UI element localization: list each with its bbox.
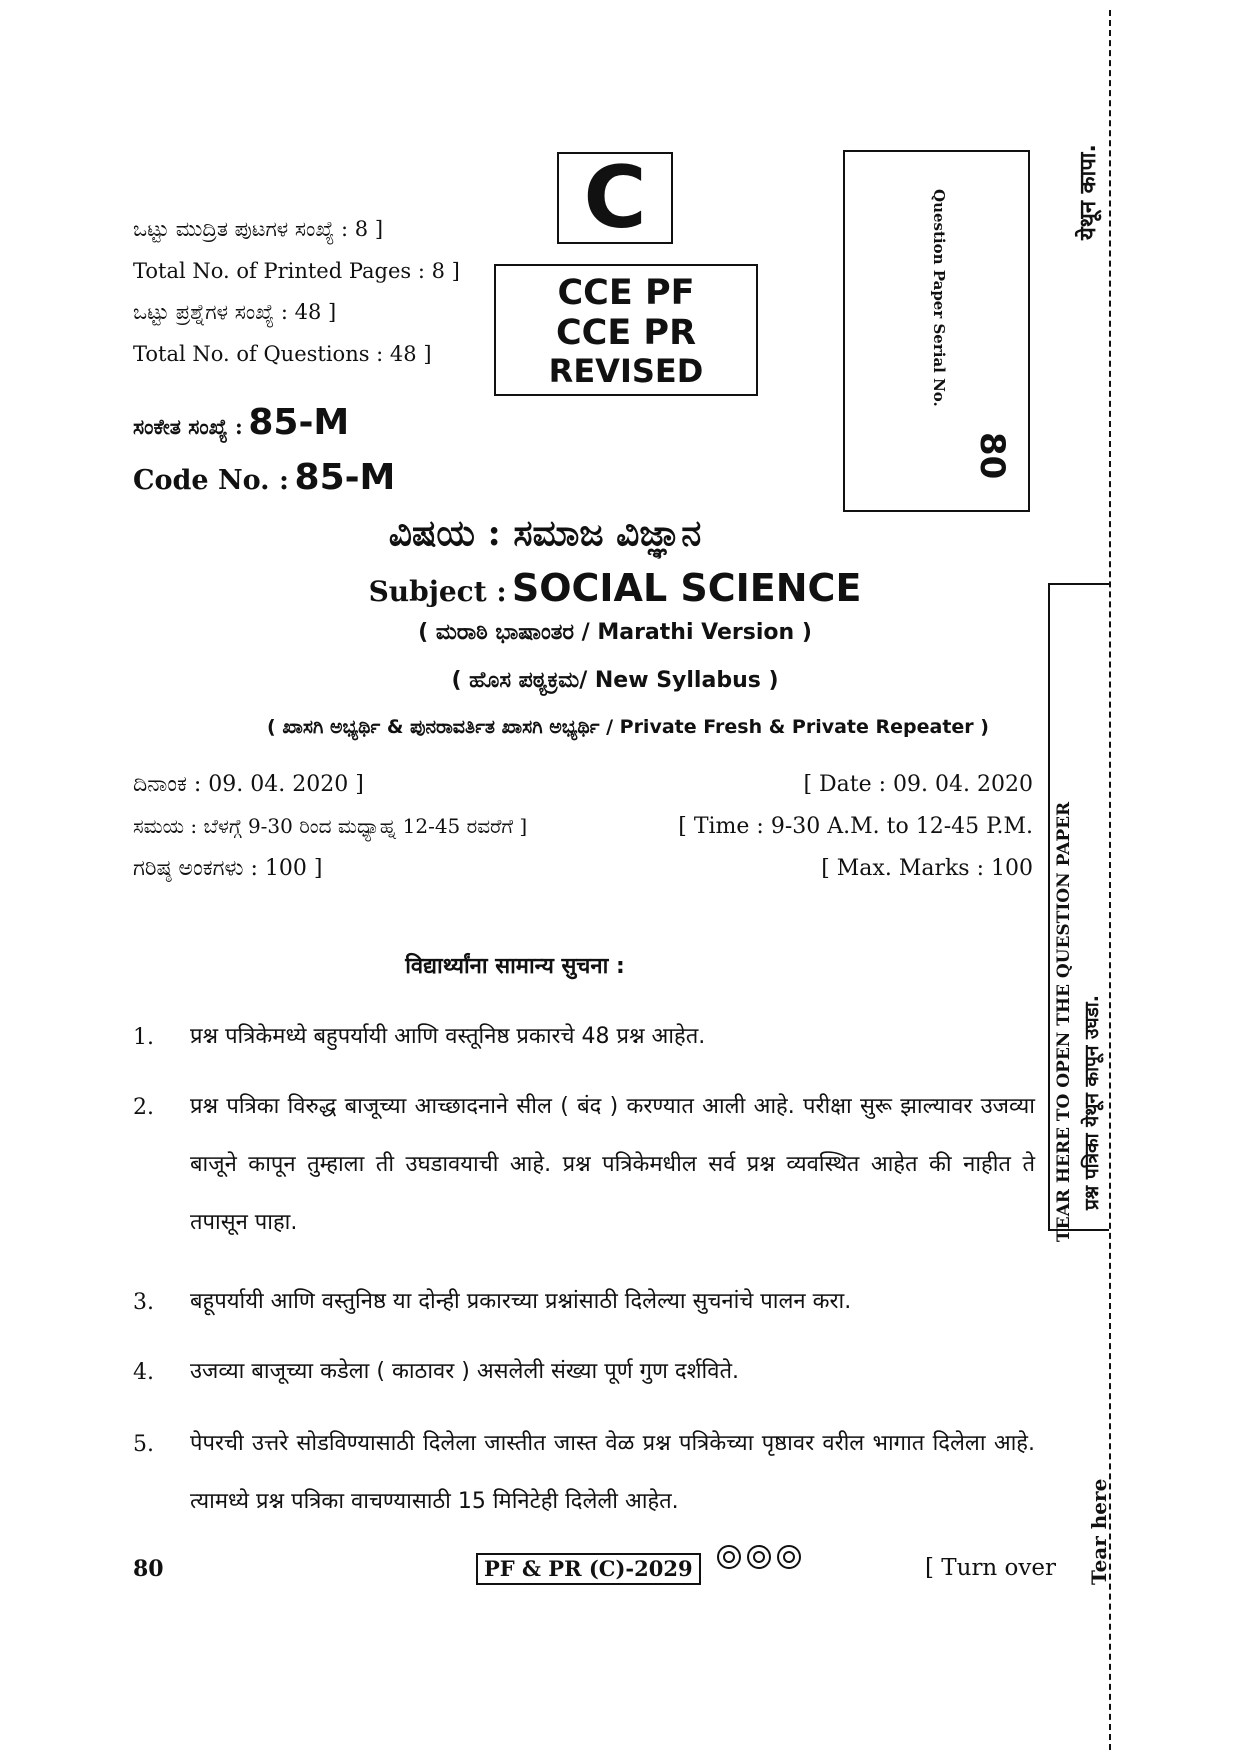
code-label-english: Code No. :: [133, 465, 289, 496]
circle-marks: [717, 1545, 801, 1569]
time-english: [ Time : 9-30 A.M. to 12-45 P.M.: [678, 814, 1033, 839]
circle-mark-icon: [777, 1545, 801, 1569]
instructions-heading: विद्यार्थ्यांना सामान्य सुचना :: [405, 954, 625, 979]
syllabus-line: ( ಹೊಸ ಪಠ್ಯಕ್ರಮ/ New Syllabus ): [451, 668, 779, 693]
circle-mark-icon: [717, 1545, 741, 1569]
tear-instruction-marathi: प्रश्न पत्रिका येथून कापून उघडा.: [1081, 995, 1103, 1210]
code-label-kannada: ಸಂಕೇತ ಸಂಖ್ಯೆ :: [133, 414, 243, 439]
exam-type-line-2: CCE PR: [555, 313, 697, 353]
subject-title: [165, 566, 1065, 610]
instruction-number: 4.: [133, 1360, 154, 1385]
date-kannada: ದಿನಾಂಕ : 09. 04. 2020 ]: [133, 772, 364, 797]
subject-value: SOCIAL SCIENCE: [511, 566, 862, 610]
instruction-text: पेपरची उत्तरे सोडविण्यासाठी दिलेला जास्तीत जास्त वेळ प्रश्न पत्रिकेच्या पृष्ठावर वरील भागात दिलेला आहे. त्यामध्ये प्रश्न पत्रिका वाचण्यासाठी 15 मिनिटेही दिलेली आहेत.: [190, 1431, 1035, 1514]
circle-mark-icon: [747, 1545, 771, 1569]
printed-pages-kannada: ಒಟ್ಟು ಮುದ್ರಿತ ಪುಟಗಳ ಸಂಖ್ಯೆ : 8 ]: [133, 217, 384, 241]
exam-type-box: [494, 264, 758, 396]
max-marks-kannada: ಗರಿಷ್ಠ ಅಂಕಗಳು : 100 ]: [133, 856, 323, 881]
subject-label: Subject :: [368, 575, 507, 608]
version-line: ( ಮರಾಠಿ ಭಾಷಾಂತರ / Marathi Version ): [418, 620, 812, 645]
date-english: [ Date : 09. 04. 2020: [803, 772, 1033, 797]
instruction-text: उजव्या बाजूच्या कडेला ( काठावर ) असलेली संख्या पूर्ण गुण दर्शविते.: [190, 1359, 740, 1384]
cut-here-label: येथून कापा.: [1076, 144, 1101, 240]
version-letter-box: C: [557, 152, 673, 244]
serial-number-label: Question Paper Serial No.: [930, 189, 948, 407]
exam-type-line-1: CCE PF: [557, 273, 695, 313]
instruction-number: 5.: [133, 1432, 154, 1457]
code-value-english: 85-M: [294, 457, 396, 498]
candidate-line: ( ಖಾಸಗಿ ಅಭ್ಯರ್ಥಿ & ಪುನರಾವರ್ತಿತ ಖಾಸಗಿ ಅಭ್ಯರ್ಥಿ / Private Fresh & Private Repeater ): [267, 716, 989, 738]
subject-kannada: ವಿಷಯ : ಸಮಾಜ ವಿಜ್ಞಾನ: [388, 512, 702, 554]
instruction-number: 1.: [133, 1025, 154, 1050]
instruction-text: प्रश्न पत्रिका विरुद्ध बाजूच्या आच्छादनाने सील ( बंद ) करण्यात आली आहे. परीक्षा सुरू झाल्यावर उजव्या बाजूने कापून तुम्हाला ती उघडावयाची आहे. प्रश्न पत्रिकेमधील सर्व प्रश्न व्यवस्थित आहेत की नाहीत ते तपासून पाहा.: [190, 1094, 1035, 1235]
instruction-text: प्रश्न पत्रिकेमध्ये बहुपर्यायी आणि वस्तूनिष्ठ प्रकारचे 48 प्रश्न आहेत.: [190, 1024, 706, 1049]
exam-type-line-3: REVISED: [548, 352, 704, 390]
tear-here-label: Tear here: [1087, 1478, 1111, 1585]
turn-over: [ Turn over: [925, 1555, 1057, 1581]
max-marks-english: [ Max. Marks : 100: [821, 856, 1033, 881]
instruction-number: 2.: [133, 1095, 154, 1120]
questions-count-english: Total No. of Questions : 48 ]: [133, 342, 432, 366]
questions-count-kannada: ಒಟ್ಟು ಪ್ರಶ್ನೆಗಳ ಸಂಖ್ಯೆ : 48 ]: [133, 300, 337, 324]
serial-number-value: 80: [972, 432, 1012, 480]
time-kannada: ಸಮಯ : ಬೆಳಗ್ಗೆ 9-30 ರಿಂದ ಮಧ್ಯಾಹ್ನ 12-45 ರವರೆಗೆ ]: [133, 814, 528, 838]
code-number-english: [133, 457, 395, 498]
paper-code: PF & PR (C)-2029: [476, 1553, 701, 1585]
code-number-kannada: [133, 402, 349, 443]
printed-pages-english: Total No. of Printed Pages : 8 ]: [133, 259, 460, 283]
code-value-kannada: 85-M: [248, 402, 350, 443]
instruction-text: बहूपर्यायी आणि वस्तुनिष्ठ या दोन्ही प्रकारच्या प्रश्नांसाठी दिलेल्या सुचनांचे पालन करा.: [190, 1289, 852, 1314]
tear-instruction-english: TEAR HERE TO OPEN THE QUESTION PAPER: [1054, 801, 1074, 1242]
instruction-number: 3.: [133, 1290, 154, 1315]
page-number: 80: [133, 1556, 164, 1582]
